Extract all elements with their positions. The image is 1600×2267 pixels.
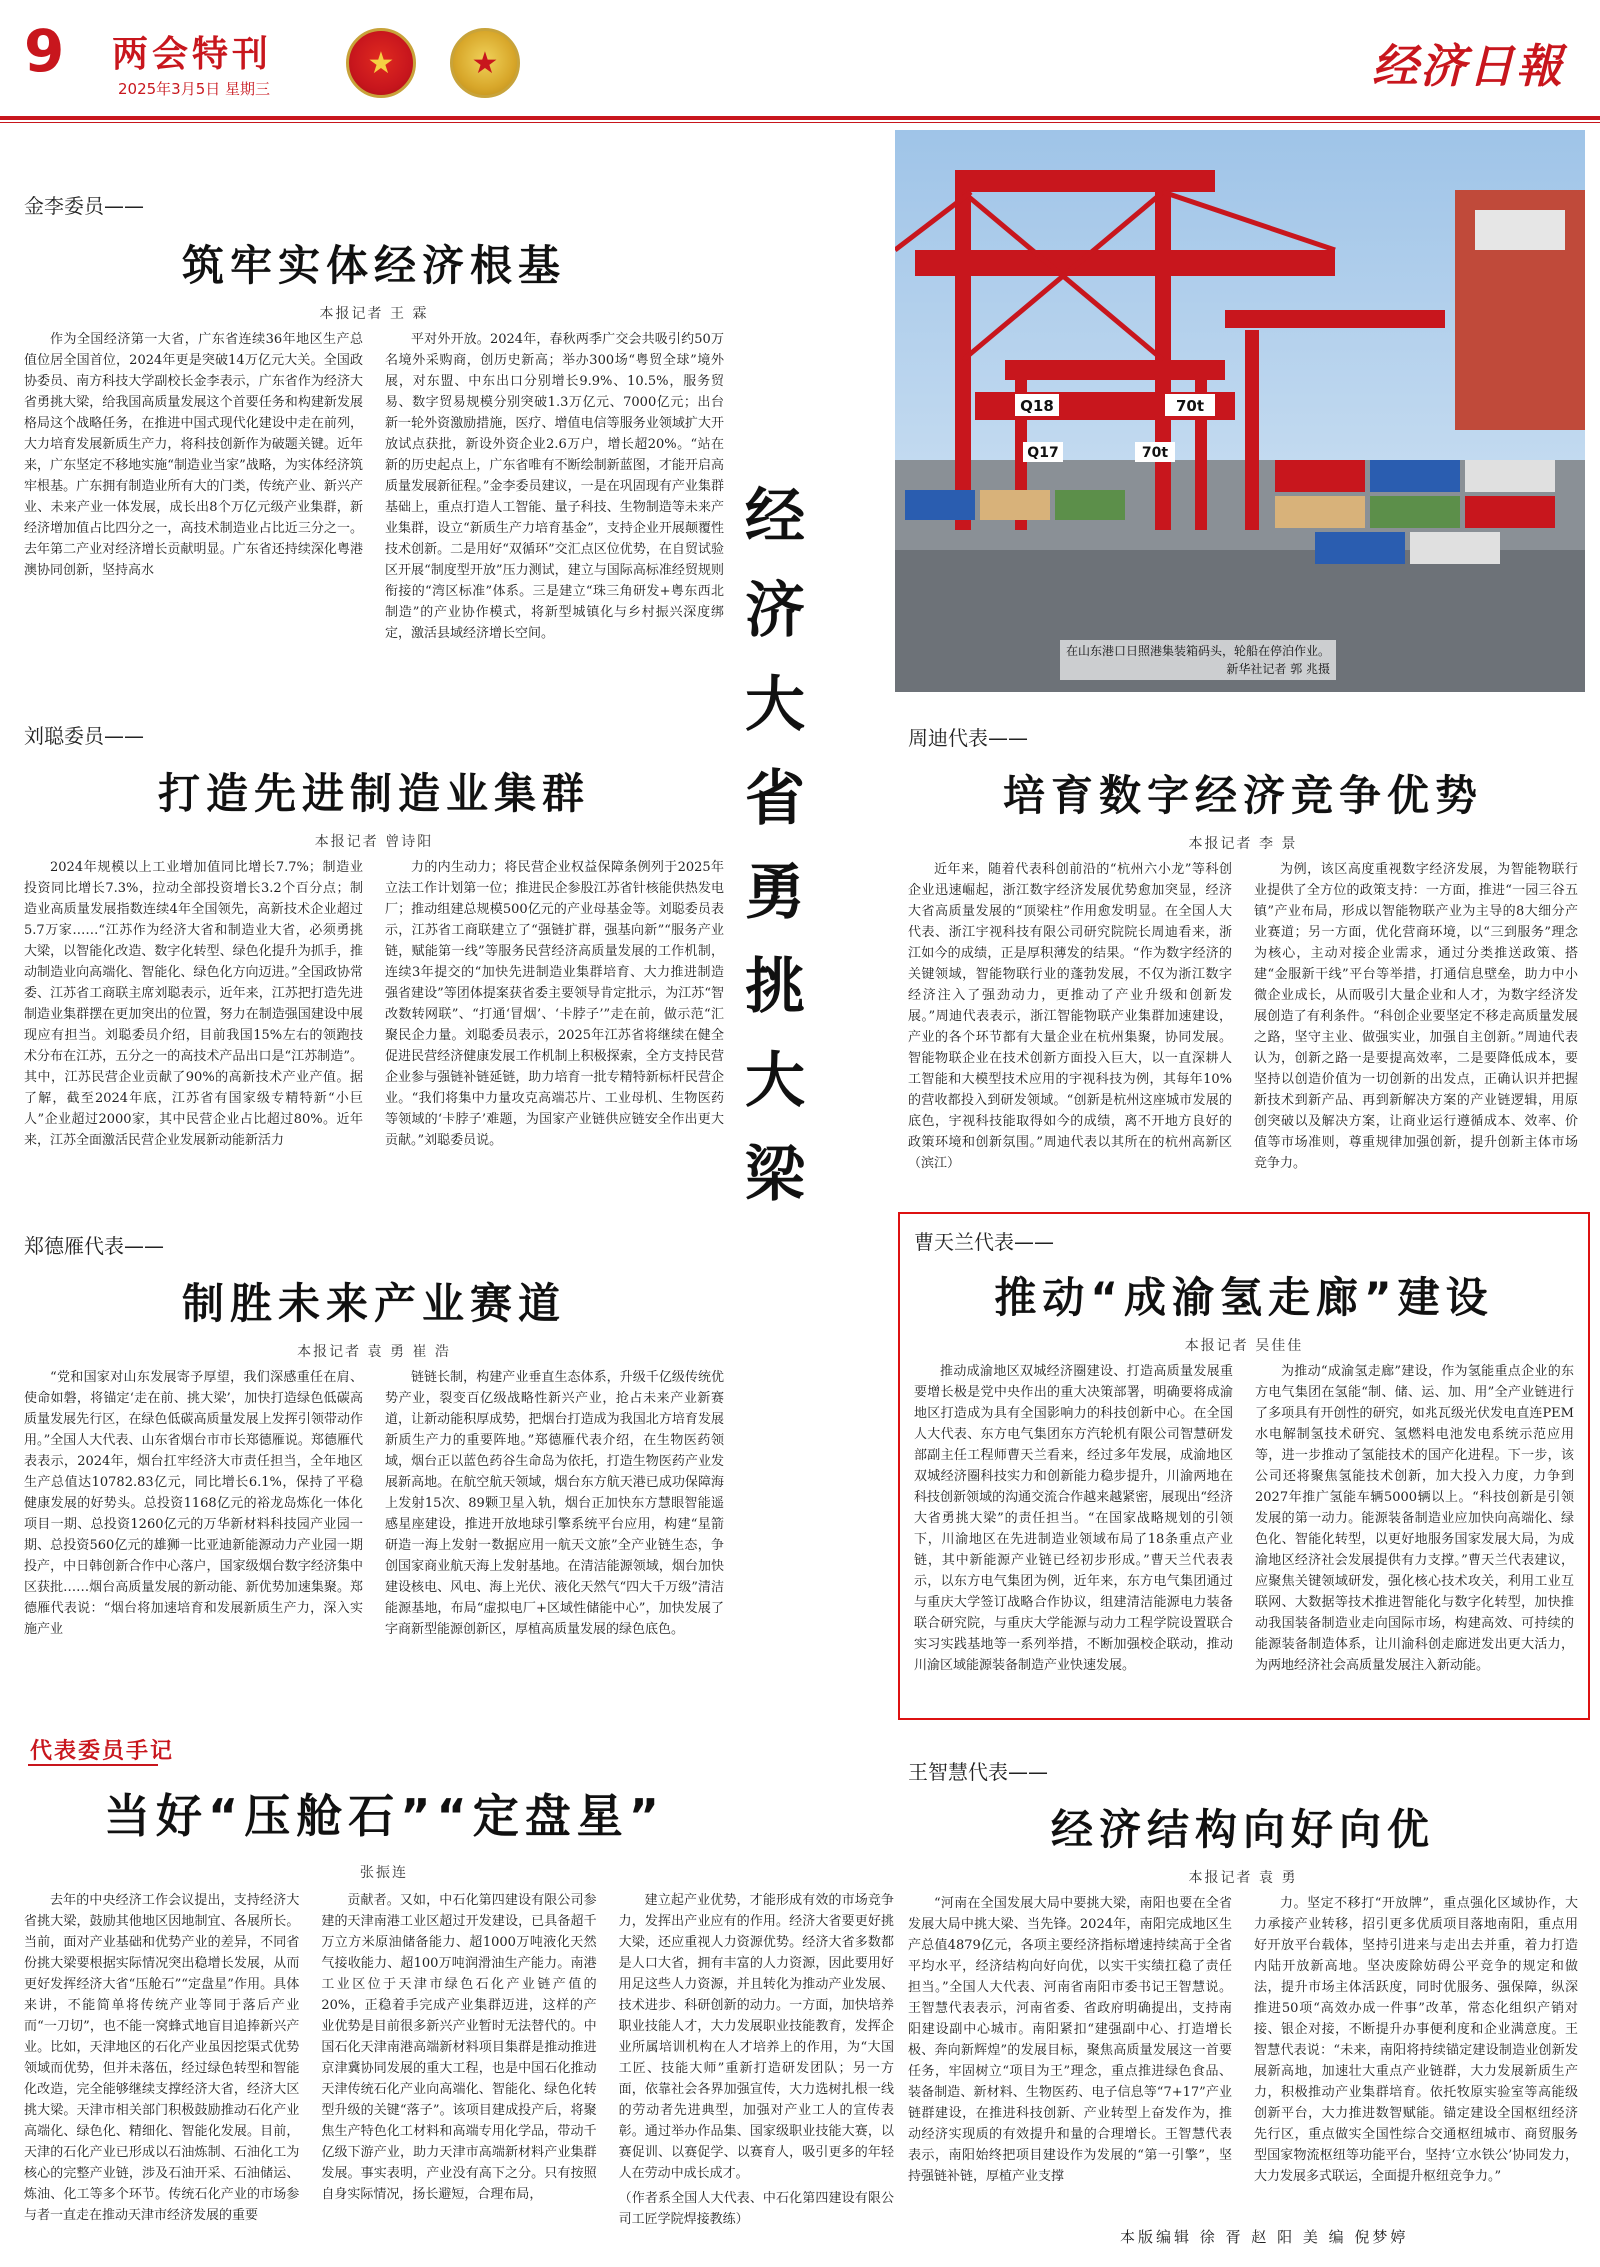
article-zheng — [24, 1230, 724, 1745]
crane-label: 70t — [1141, 445, 1169, 461]
crane-label: Q18 — [1020, 397, 1054, 415]
center-char: 经 — [745, 482, 805, 552]
article-cao — [898, 1212, 1590, 1720]
article-author: 曹天兰代表—— — [914, 1230, 1054, 1254]
article-body-col: 为例，该区高度重视数字经济发展，为智能物联行业提供了全方位的政策支持：一方面，推进“一园三谷五镇”产业布局，形成以智能物联产业为主导的8大细分产业赛道；另一方面，优化营商环境，以“三到服务”理念为核心，主动对接企业需求，通过分类推送政策、搭建“金服新干线”平台等举措，打通信息壁垒，助力中小微企业成长，从而吸引大量企业和人才，为数字经济发展创造了有利条件。“科创企业要坚定不移走高质量发展之路，坚守主业、做强实业，加强自主创新。”周迪代表认为，创新之路一是要提高效率，二是要降低成本，要坚持以创造价值为一切创新的出发点，正确认识并把握新技术到新产品、再到新解决方案的产业链逻辑，用原创突破以及解决方案，让商业运行遵循成本、效率、价值等市场准则，尊重规律加强创新，提升创新主体市场竞争力。 — [1254, 862, 1578, 1171]
column-label: 代表委员手记 — [30, 1739, 175, 1764]
column-label-underline — [28, 1764, 158, 1766]
masthead-rule-thin — [0, 122, 1600, 123]
article-wang — [908, 1756, 1578, 2213]
article-jin — [24, 190, 724, 707]
photo-credit: 新华社记者 郭 兆摄 — [1226, 662, 1331, 676]
port-photo — [895, 130, 1585, 692]
article-headline: 制胜未来产业赛道 — [181, 1279, 566, 1328]
center-char: 梁 — [745, 1140, 805, 1210]
article-reporter: 张振连 — [360, 1865, 408, 1881]
article-body-col: 2024年规模以上工业增加值同比增长7.7%；制造业投资同比增长7.3%，拉动全部投资增长3.2个百分点；制造业高质量发展指数连续4年全国领先，高新技术企业超过5.7万家……“江苏作为经济大省和制造业大省，必须勇挑大梁，以智能化改造、数字化转型、绿色化提升为抓手，推动制造业向高端化、智能化、绿色化方向迈进。”全国政协常委、江苏省工商联主席刘聪表示，近年来，江苏把打造先进制造业集群摆在更加突出的位置，努力在制造强国建设中展现应有担当。刘聪委员介绍，目前我国15%左右的领跑技术分布在江苏，五分之一的高技术产品出口是“江苏制造”。其中，江苏民营企业贡献了90%的高新技术产业产值。据了解，截至2024年底，江苏省有国家级专精特新“小巨人”企业超过2000家，其中民营企业占比超过80%。近年来，江苏全面激活民营企业发展新动能新活力 — [24, 860, 363, 1148]
article-author: 金李委员—— — [24, 194, 144, 218]
page-footer-editors: 本版编辑 徐 胥 赵 阳 美 编 倪梦婷 — [1120, 2228, 1409, 2246]
article-headline: 经济结构向好向优 — [1050, 1805, 1435, 1854]
article-body-col: 为推动“成渝氢走廊”建设，作为氢能重点企业的东方电气集团在氢能“制、储、运、加、用”全产业链进行了多项具有开创性的研究，如兆瓦级光伏发电直连PEM水电解制氢技术研究、氢燃料电池发电系统示范应用等，进一步推动了氢能技术的国产化进程。下一步，该公司还将聚焦氢能技术创新，加大投入力度，力争到2027年推广氢能车辆5000辆以上。“科技创新是引领发展的第一动力。能源装备制造业应加快向高端化、绿色化、智能化转型，以更好地服务国家发展大局，为成渝地区经济社会发展提供有力支撑。”曹天兰代表建议，应聚焦关键领域研发，强化核心技术攻关，利用工业互联网、大数据等技术推进智能化与数字化转型，加快推动我国装备制造业走向国际市场，构建高效、可持续的能源装备制造体系，让川渝科创走廊迸发出更大活力，为两地经济社会高质量发展注入新动能。 — [1255, 1364, 1574, 1673]
national-emblem-icon — [346, 28, 416, 98]
star-icon: ★ — [471, 45, 499, 81]
masthead-rule — [0, 116, 1600, 120]
article-author: 王智慧代表—— — [908, 1760, 1048, 1784]
article-headline: 培育数字经济竞争优势 — [1002, 771, 1483, 820]
crane-label: Q17 — [1027, 445, 1059, 461]
center-vertical-headline — [744, 470, 806, 1222]
article-body-col: 建立起产业优势，才能形成有效的市场竞争力，发挥出产业应有的作用。经济大省要更好挑大梁，还应重视人力资源优势。经济大省多数都是人口大省，拥有丰富的人力资源，因此要用好用足这些人力资源，并且转化为推动产业发展、技术进步、科研创新的动力。一方面，加快培养职业技能人才，大力发展职业技能教育，发挥企业所属培训机构在人才培养上的作用，为“大国工匠、技能大师”重新打造研发团队；另一方面，依靠社会各界加强宣传，大力选树扎根一线的劳动者先进典型，加强对产业工人的宣传表彰。通过举办作品集、国家级职业技能大赛，以赛促训、以赛促学、以赛育人，吸引更多的年轻人在劳动中成长成才。 （作者系全国人大代表、中石化第四建设有限公司工匠学院焊接教练） — [619, 1890, 894, 2230]
article-body-col: 力的内生动力；将民营企业权益保障条例列于2025年立法工作计划第一位；推进民企参股江苏省针核能供热发电厂；推动组建总规模500亿元的产业母基金等。刘聪委员表示，江苏省工商联建立了“强链扩群，强基向新”“服务产业链，赋能第一线”等服务民营经济高质量发展的工作机制，连续3年提交的“加快先进制造业集群培育、大力推进制造强省建设”等团体提案获省委主要领导肯定批示，为江苏“智改数转网联”、“打通‘冒烟’、‘卡脖子’”走在前，做示范“汇聚民企力量。刘聪委员表示，2025年江苏省将继续在健全促进民营经济健康发展工作机制上积极探索，全方支持民营企业参与强链补链延链，助力培育一批专精特新标杆民营企业。“我们将集中力量攻克高端芯片、工业母机、生物医药等领域的‘卡脖子’难题，为国家产业链供应链安全作出更大贡献。”刘聪委员说。 — [385, 860, 724, 1148]
article-reporter: 本报记者 王 霖 — [319, 306, 429, 322]
article-zhang — [24, 1780, 924, 2230]
center-char: 济 — [745, 576, 805, 646]
article-body-col: 贡献者。又如，中石化第四建设有限公司参建的天津南港工业区超过开发建设，已具备超千万立方米原油储备能力、超1000万吨液化天然气接收能力、超100万吨润滑油生产能力。南港工业区位于天津市绿色石化产业链产值的20%，正稳着手完成产业集群迈进，这样的产业优势是目前很多新兴产业暂时无法替代的。中国石化天津南港高端新材料项目集群是推动推进京津冀协同发展的重大工程，也是中国石化推动天津传统石化产业向高端化、智能化、绿色化转型升级的关键“落子”。该项目建成投产后，将聚焦生产特色化工材料和高端专用化学品，带动千亿级下游产业，助力天津市高端新材料产业集群发展。事实表明，产业没有高下之分。只有按照自身实际情况，扬长避短，合理布局， — [321, 1893, 597, 2202]
article-reporter: 本报记者 李 景 — [1188, 836, 1298, 852]
article-reporter: 本报记者 吴佳佳 — [1184, 1338, 1304, 1354]
article-zhou — [908, 722, 1578, 1229]
article-body-col: 去年的中央经济工作会议提出，支持经济大省挑大梁，鼓励其他地区因地制宜、各展所长。当前，面对产业基础和优势产业的差异，不同省份挑大梁要根据实际情况突出稳增长发展，从而更好发挥经济大省“压舱石”“定盘星”作用。具体来讲，不能简单将传统产业等同于落后产业而“一刀切”，也不能一窝蜂式地盲目追捧新兴产业。比如，天津地区的石化产业虽因挖渠式优势领域而优势，但并未落伍，经过绿色转型和智能化改造，完全能够继续支撑经济大省，经济大区挑大梁。天津市相关部门积极鼓励推动石化产业高端化、绿色化、精细化、智能化发展。目前，天津的石化产业已形成以石油炼制、石油化工为核心的完整产业链，涉及石油开采、石油储运、炼油、化工等多个环节。传统石化产业的市场参与者一直走在推动天津市经济发展的重要 — [24, 1893, 300, 2223]
article-author: 刘聪委员—— — [24, 724, 144, 748]
article-body-col: 力。坚定不移打“开放牌”，重点强化区域协作，大力承接产业转移，招引更多优质项目落地南阳，重点用好开放平台载体，坚持引进来与走出去并重，着力打造内陆开放新高地。坚决废除妨碍公平竞争的规定和做法，提升市场主体活跃度，同时优服务、强保障，纵深推进50项“高效办成一件事”改革，常态化组织产销对接、银企对接，不断提升办事便利度和企业满意度。王智慧代表说：“未来，南阳将持续锚定建设制造业创新发展新高地，加速壮大重点产业链群，大力发展新质生产力，积极推动产业集群培育。依托牧原实验室等高能级创新平台，大力推进数智赋能。锚定建设全国枢纽经济先行区，重点做实全国性综合交通枢纽城市、商贸服务型国家物流枢纽等功能平台，坚持‘立水铁公’协同发力，大力发展多式联运，全面提升枢纽竞争力。” — [1254, 1896, 1578, 2184]
article-headline: 筑牢实体经济根基 — [181, 241, 566, 290]
article-reporter: 本报记者 袁 勇 崔 浩 — [297, 1344, 451, 1360]
crane-label: 70t — [1175, 397, 1205, 415]
article-body-col: 近年来，随着代表科创前沿的“杭州六小龙”等科创企业迅速崛起，浙江数字经济发展优势愈加突显，经济大省高质量发展的“顶梁柱”作用愈发明显。在全国人大代表、浙江宇视科技有限公司研究院院长周迪看来，浙江如今的成绩，正是厚积薄发的结果。“作为数字经济的关键领域，智能物联行业的蓬勃发展，不仅为浙江数字经济注入了强劲动力，更推动了产业升级和创新发展。”周迪代表表示，浙江智能物联产业集群加速建设，产业的各个环节都有大量企业在杭州集聚，协同发展。智能物联企业在技术创新方面投入巨大，以一直深耕人工智能和大模型技术应用的宇视科技为例，其每年10%的营收都投入到研发领域。“创新是杭州这座城市发展的底色，宇视科技能取得如今的成绩，离不开地方良好的政策环境和创新氛围。”周迪代表以其所在的杭州高新区（滨江） — [908, 862, 1232, 1171]
photo-caption-text: 在山东港口日照港集装箱码头，轮船在停泊作业。 — [1066, 644, 1331, 658]
article-author: 周迪代表—— — [908, 726, 1028, 750]
article-body-col: “河南在全国发展大局中要挑大梁，南阳也要在全省发展大局中挑大梁、当先锋。2024年，南阳完成地区生产总值4879亿元，各项主要经济指标增速持续高于全省平均水平，经济结构向好向优，以实干实绩扛稳了责任担当。”全国人大代表、河南省南阳市委书记王智慧说。王智慧代表表示，河南省委、省政府明确提出，支持南阳建设副中心城市。南阳紧扣“建强副中心、打造增长极、奔向新辉煌”的发展目标，聚焦高质量发展这一首要任务，牢固树立“项目为王”理念，重点推进绿色食品、装备制造、新材料、生物医药、电子信息等“7+17”产业链群建设，在推进科技创新、产业转型上奋发作为，推动经济实现质的有效提升和量的合理增长。王智慧代表表示，南阳始终把项目建设作为发展的“第一引擎”，坚持强链补链，厚植产业支撑 — [908, 1896, 1232, 2184]
article-body-col: 平对外开放。2024年，春秋两季广交会共吸引约50万名境外采购商，创历史新高；举办300场“粤贸全球”境外展，对东盟、中东出口分别增长9.9%、10.5%，服务贸易、数字贸易规模分别突破1.3万亿元、7000亿元；出台新一轮外资激励措施，医疗、增值电信等服务业领域扩大开放试点获批，新设外资企业2.6万户，增长超20%。“站在新的历史起点上，广东省唯有不断绘制新蓝图，才能开启高质量发展新征程。”金李委员建议，一是在巩固现有产业集群基础上，重点打造人工智能、量子科技、生物制造等未来产业集群，设立“新质生产力培育基金”，支持企业开展颠覆性技术创新。二是用好“双循环”交汇点区位优势，在自贸试验区开展“制度型开放”压力测试，建立与国际高标准经贸规则衔接的“湾区标准”体系。三是建立“珠三角研发+粤东西北制造”的产业协作模式，将新型城镇化与乡村振兴深度绑定，激活县域经济增长空间。 — [385, 332, 724, 641]
article-headline: 推动“成渝氢走廊”建设 — [994, 1273, 1494, 1322]
cppcc-emblem-icon — [450, 28, 520, 98]
center-char: 勇 — [745, 858, 805, 928]
center-char: 大 — [745, 670, 805, 740]
star-icon: ★ — [367, 45, 395, 81]
page-number: 9 — [24, 17, 65, 85]
photo-caption — [1060, 640, 1336, 680]
article-reporter: 本报记者 曾诗阳 — [314, 834, 434, 850]
center-char: 挑 — [745, 952, 805, 1022]
center-char: 省 — [745, 764, 805, 834]
article-body-col: 作为全国经济第一大省，广东省连续36年地区生产总值位居全国首位，2024年更是突破14万亿元大关。全国政协委员、南方科技大学副校长金李表示，广东省作为经济大省勇挑大梁，给我国高质量发展这个首要任务和构建新发展格局这个战略任务，在推进中国式现代化建设中走在前列，大力培育发展新质生产力，将科技创新作为破题关键。近年来，广东坚定不移地实施“制造业当家”战略，为实体经济筑牢根基。广东拥有制造业所有大的门类，传统产业、新兴产业、未来产业一体发展，成长出8个万亿元级产业集群，新经济增加值占比四分之一，高技术制造业占比近三分之一。去年第二产业对经济增长贡献明显。广东省还持续深化粤港澳协同创新，坚持高水 — [24, 332, 363, 578]
article-body-col: 推动成渝地区双城经济圈建设、打造高质量发展重要增长极是党中央作出的重大决策部署，明确要将成渝地区打造成为具有全国影响力的科技创新中心。在全国人大代表、东方电气集团东方汽轮机有限公司智慧研发部副主任工程师曹天兰看来，经过多年发展，成渝地区双城经济圈科技实力和创新能力稳步提升，川渝两地在科技创新领域的沟通交流合作越来越紧密，展现出“经济大省勇挑大梁”的责任担当。“在国家战略规划的引领下，川渝地区在先进制造业领域布局了18条重点产业链，其中新能源产业链已经初步形成。”曹天兰代表表示，以东方电气集团为例，近年来，东方电气集团通过与重庆大学签订战略合作协议，组建清洁能源电力装备联合研究院，与重庆大学能源与动力工程学院设置联合实习实践基地等一系列举措，不断加强校企联动，推动川渝区域能源装备制造产业快速发展。 — [914, 1364, 1233, 1673]
newspaper-logo: 经济日報 — [1372, 39, 1564, 93]
article-body-col: “党和国家对山东发展寄予厚望，我们深感重任在肩、使命如磐，将锚定‘走在前、挑大梁’，加快打造绿色低碳高质量发展先行区，在绿色低碳高质量发展上发挥引领带动作用。”全国人大代表、山东省烟台市市长郑德雁说。郑德雁代表表示，2024年，烟台扛牢经济大市责任担当，全年地区生产总值达10782.83亿元，同比增长6.1%，保持了平稳健康发展的好势头。总投资1168亿元的裕龙岛炼化一体化项目一期、总投资1260亿元的万华新材料科技园产业园一期、总投资560亿元的雄狮一比亚迪新能源动力产业园一期投产，中日韩创新合作中心落户，国家级烟台数字经济集中区获批……烟台高质量发展的新动能、新优势加速集聚。郑德雁代表说：“烟台将加速培育和发展新质生产力，深入实施产业 — [24, 1370, 363, 1637]
article-headline: 当好“压舱石”“定盘星” — [104, 1789, 665, 1843]
article-body-col: 链链长制，构建产业垂直生态体系，升级千亿级传统优势产业，裂变百亿级战略性新兴产业，抢占未来产业新赛道，让新动能积厚成势，把烟台打造成为我国北方培育发展新质生产力的重要阵地。”郑德雁代表介绍，在生物医药领域，烟台正以蓝色药谷生命岛为依托，打造生物医药产业发展新高地。在航空航天领域，烟台东方航天港已成功保障海上发射15次、89颗卫星入轨，烟台正加快东方慧眼智能遥感星座建设，推进开放地球引擎系统平台应用，构建“星箭研造一海上发射一数据应用一航天文旅”全产业链生态，争创国家商业航天海上发射基地。在清洁能源领域，烟台加快建设核电、风电、海上光伏、液化天然气“四大千万级”清洁能源基地，布局“虚拟电厂+区域性储能中心”，加快发展了字商新型能源创新区，厚植高质量发展的绿色底色。 — [385, 1370, 724, 1637]
issue-date: 2025年3月5日 星期三 — [118, 80, 271, 98]
article-reporter: 本报记者 袁 勇 — [1188, 1870, 1298, 1886]
article-liu — [24, 720, 724, 1235]
article-author: 郑德雁代表—— — [24, 1234, 164, 1258]
article-footnote: （作者系全国人大代表、中石化第四建设有限公司工匠学院焊接教练） — [618, 2191, 894, 2227]
section-title: 两会特刊 — [112, 34, 273, 75]
center-char: 大 — [745, 1046, 805, 1116]
article-headline: 打造先进制造业集群 — [157, 769, 590, 818]
